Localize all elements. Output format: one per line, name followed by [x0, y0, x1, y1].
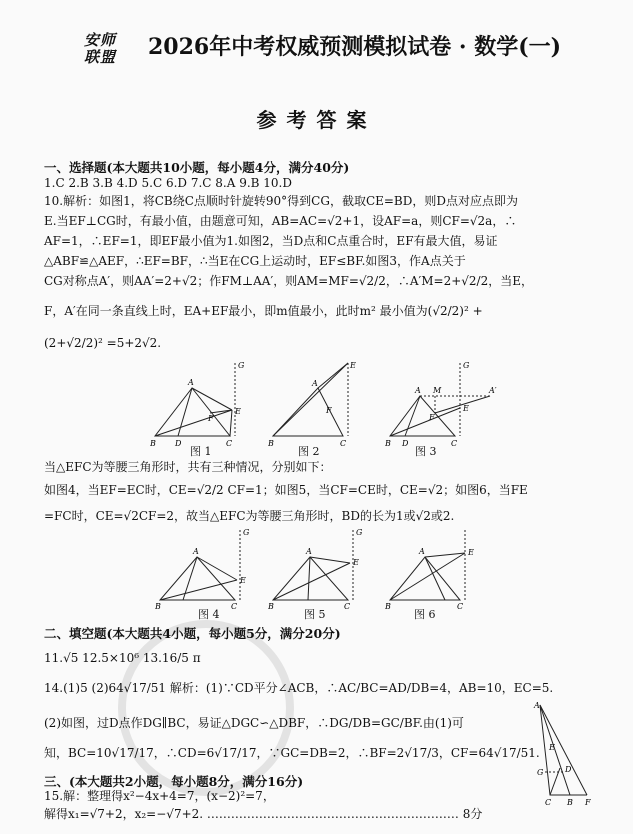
point-label: C	[340, 439, 347, 448]
figure-5	[268, 525, 368, 610]
figure-caption: 图 4	[198, 608, 220, 621]
q10-line: F，A′在同一条直线上时，EA+EF最小，即m值最小，此时m² 最小值为(√2/2)² +	[44, 304, 483, 318]
point-label: E	[549, 743, 555, 752]
q14-line: 14.(1)5 (2)64√17/51 解析：(1)∵CD平分∠ACB，∴AC/BC=AD/DB=4，AB=10，EC=5.	[44, 681, 554, 695]
q15-line: 15.解：整理得x²−4x+4=7，(x−2)²=7，	[44, 789, 275, 803]
figure-caption: 图 5	[304, 608, 326, 621]
point-label: B	[385, 602, 391, 610]
point-label: E	[240, 576, 246, 585]
page-subtitle: 参考答案	[256, 108, 377, 132]
point-label: E	[463, 404, 469, 413]
point-label: D	[402, 439, 409, 448]
point-label: A′	[489, 386, 497, 395]
point-label: A	[534, 701, 540, 710]
point-label: F	[429, 413, 435, 422]
point-label: G	[238, 361, 245, 370]
point-label: C	[451, 439, 458, 448]
point-label: A	[188, 378, 194, 387]
q14-line: (2)如图，过D点作DG∥BC，易证△DGC∽△DBF，∴DG/DB=GC/BF.由(1)可	[44, 716, 464, 730]
exam-title: 2026年中考权威预测模拟试卷 · 数学(一)	[148, 34, 562, 60]
cases-line: =FC时，CE=√2CF=2，故当△EFC为等腰三角形时，BD的长为1或√2或2.	[44, 509, 455, 523]
point-label: B	[567, 798, 573, 807]
point-label: G	[243, 528, 250, 537]
point-label: B	[385, 439, 391, 448]
point-label: A	[415, 386, 421, 395]
point-label: E	[235, 407, 241, 416]
q10-line: CG对称点A′，则AA′=2+√2；作FM⊥AA′，则AM=MF=√2/2，∴A′M=2+√2/2，当E，	[44, 274, 533, 288]
point-label: A	[419, 547, 425, 556]
watermark-seal	[118, 620, 294, 796]
figure-2	[268, 358, 368, 448]
figure-6	[385, 525, 485, 610]
point-label: M	[433, 386, 442, 395]
point-label: F	[326, 406, 332, 415]
point-label: F	[585, 798, 591, 807]
point-label: G	[463, 361, 470, 370]
point-label: B	[155, 602, 161, 610]
point-label: F	[208, 414, 214, 423]
q15-line: 解得x₁=√7+2，x₂=−√7+2. ……………………………………………………… 8分	[44, 807, 483, 821]
point-label: E	[350, 361, 356, 370]
point-label: D	[565, 765, 572, 774]
point-label: A	[312, 379, 318, 388]
q10-line: 10.解析：如图1，将CB绕C点顺时针旋转90°得到CG，截取CE=BD，则D点对应点即为	[44, 194, 518, 208]
point-label: G	[537, 768, 544, 777]
point-label: G	[356, 528, 363, 537]
point-label: C	[545, 798, 552, 807]
q14-line: 知，BC=10√17/17，∴CD=6√17/17，∵GC=DB=2，∴BF=2√17/3，CF=64√17/51.	[44, 746, 540, 760]
point-label: B	[268, 602, 274, 610]
section2-heading: 二、填空题(本大题共4小题，每小题5分，满分20分)	[44, 626, 341, 641]
publisher-logo: 安师 联盟	[84, 31, 117, 66]
point-label: A	[306, 547, 312, 556]
q10-line: AF=1，∴EF=1，即EF最小值为1.如图2，当D点和C点重合时，EF有最大值，易证	[44, 234, 498, 248]
q10-line: (2+√2/2)² =5+2√2.	[44, 336, 162, 350]
section3-heading: 三、(本大题共2小题，每小题8分，满分16分)	[44, 774, 304, 789]
figure-4	[155, 525, 255, 610]
point-label: C	[226, 439, 233, 448]
figure-q14	[525, 700, 595, 810]
cases-line: 如图4，当EF=EC时，CE=√2/2 CF=1；如图5，当CF=CE时，CE=√2；如图6，当FE	[44, 483, 528, 497]
cases-intro: 当△EFC为等腰三角形时，共有三种情况，分别如下：	[44, 460, 332, 474]
section1-heading: 一、选择题(本大题共10小题，每小题4分，满分40分)	[44, 160, 350, 175]
point-label: A	[193, 547, 199, 556]
figure-3	[385, 358, 505, 448]
point-label: E	[353, 558, 359, 567]
figure-caption: 图 6	[414, 608, 436, 621]
point-label: E	[468, 548, 474, 557]
q10-line: E.当EF⊥CG时，有最小值，由题意可知，AB=AC=√2+1，设AF=a，则CF=√2a，∴	[44, 214, 517, 228]
point-label: C	[231, 602, 238, 610]
point-label: B	[268, 439, 274, 448]
point-label: C	[457, 602, 464, 610]
figure-caption: 图 2	[298, 445, 320, 458]
point-label: B	[150, 439, 156, 448]
figure-caption: 图 3	[415, 445, 437, 458]
mc-answers: 1.C 2.B 3.B 4.D 5.C 6.D 7.C 8.A 9.B 10.D	[44, 176, 292, 190]
figure-1	[150, 358, 250, 448]
point-label: D	[175, 439, 182, 448]
figure-caption: 图 1	[190, 445, 212, 458]
fill-answers: 11.√5 12.5×10⁶ 13.16/5 π	[44, 651, 201, 665]
point-label: C	[344, 602, 351, 610]
q10-line: △ABF≌△AEF，∴EF=BF，∴当E在CG上运动时，EF≤BF.如图3，作A点关于	[44, 254, 466, 268]
